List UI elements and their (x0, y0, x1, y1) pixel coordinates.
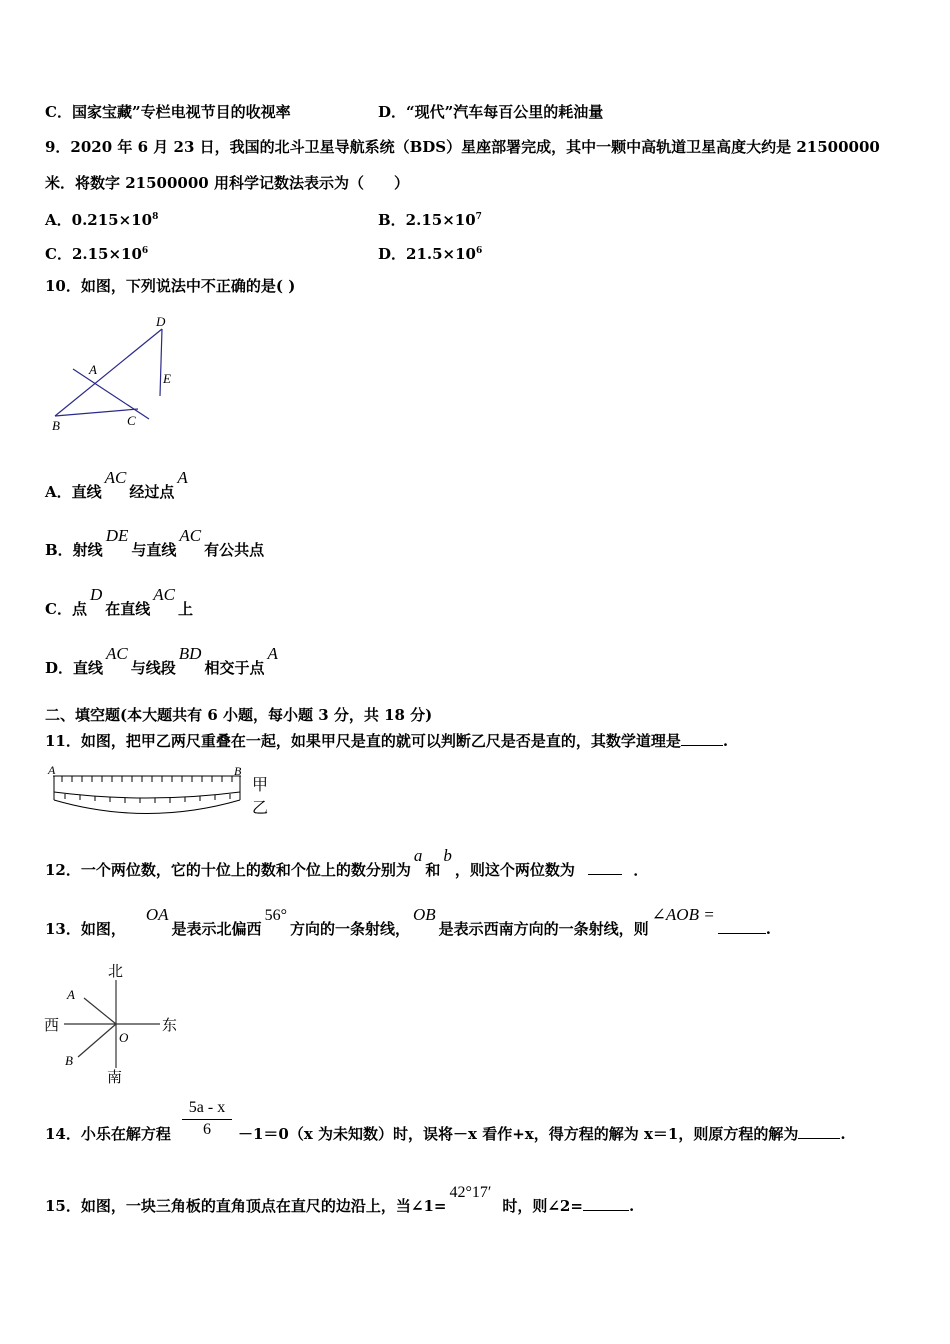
q9-option-c: C．$2.15\times 10^6$ (45, 245, 149, 263)
q8-option-c: C．国家宝藏”专栏电视节目的收视率 (45, 103, 291, 121)
fraction-bar (182, 1119, 232, 1120)
label-a: A (48, 763, 56, 777)
label-o: O (119, 1030, 129, 1045)
ray-de (160, 329, 162, 396)
ruler-ticks (62, 776, 232, 782)
q13-stem: 13．如图，OA是表示北偏西56°方向的一条射线，OB是表示西南方向的一条射线，则∠AOB =. (45, 905, 771, 938)
q10-option-c: C．点D在直线AC上 (45, 585, 193, 618)
line-bd (55, 329, 162, 416)
section-2-title: 二、填空题(本大题共有 6 小题，每小题 3 分，共 18 分) (45, 706, 433, 724)
label-jia: 甲 (252, 777, 269, 794)
answer-blank (798, 1124, 840, 1139)
label-d: D (156, 314, 166, 329)
ray-oa (84, 998, 116, 1024)
q15-stem: 15．如图，一块三角板的直角顶点在直尺的边沿上，当∠1=42°17′时，则∠2= . (45, 1184, 635, 1215)
label-a: A (67, 987, 75, 1002)
segment-bc (55, 409, 138, 416)
q10-figure (45, 312, 195, 437)
q10-option-b: B．射线DE与直线AC有公共点 (45, 526, 265, 559)
q10-option-a: A．直线AC经过点A (45, 468, 188, 501)
answer-blank (588, 860, 622, 875)
label-south: 南 (107, 1070, 123, 1085)
q11-ruler-figure (45, 763, 280, 825)
answer-blank (718, 919, 766, 934)
ruler-yi-lower-curve (54, 800, 240, 814)
label-b: B (52, 418, 60, 433)
q13-compass-figure (40, 960, 190, 1085)
q9-stem-line1: 9．2020 年 6 月 23 日，我国的北斗卫星导航系统（BDS）星座部署完成，其中一颗中高轨道卫星高度大约是 21500000 (45, 138, 880, 156)
label-a: A (89, 362, 97, 377)
label-west: 西 (44, 1018, 60, 1034)
label-e: E (163, 371, 171, 386)
fraction-denominator: 6 (203, 1121, 211, 1138)
label-yi: 乙 (252, 800, 269, 817)
label-b: B (234, 764, 242, 778)
q14-fraction (182, 1099, 232, 1139)
q12-stem: 12．一个两位数，它的十位上的数和个位上的数分别为a和b，则这个两位数为 ． (45, 846, 649, 879)
fraction-numerator: 5a - x (188, 1099, 226, 1116)
q8-option-d: D．“现代”汽车每百公里的耗油量 (378, 103, 604, 121)
q14-stem-pre: 14．小乐在解方程 (45, 1125, 171, 1143)
q9-option-d: D．$21.5\times 10^6$ (378, 245, 483, 263)
label-north: 北 (108, 964, 124, 980)
q10-stem: 10．如图，下列说法中不正确的是( ) (45, 277, 296, 295)
answer-blank (583, 1196, 629, 1211)
q10-option-d: D．直线AC与线段BD相交于点A (45, 644, 278, 677)
label-east: 东 (162, 1018, 178, 1034)
q11-stem: 11．如图，把甲乙两尺重叠在一起，如果甲尺是直的就可以判断乙尺是否是直的，其数学道理是 . (45, 732, 729, 750)
q14-stem: －1＝0（x 为未知数）时，误将－x 看作+x，得方程的解为 x＝1，则原方程的解为 . (238, 1125, 846, 1143)
label-b: B (65, 1053, 73, 1068)
ray-ob (78, 1024, 116, 1057)
ruler-yi-upper-curve (54, 792, 240, 798)
q9-stem-line2: 米．将数字 21500000 用科学记数法表示为（ ） (45, 174, 409, 192)
q9-option-b: B．$2.15\times 10^7$ (378, 211, 482, 229)
label-c: C (127, 413, 136, 428)
q9-option-a: A．$0.215\times 10^8$ (45, 211, 159, 229)
answer-blank (681, 731, 723, 746)
